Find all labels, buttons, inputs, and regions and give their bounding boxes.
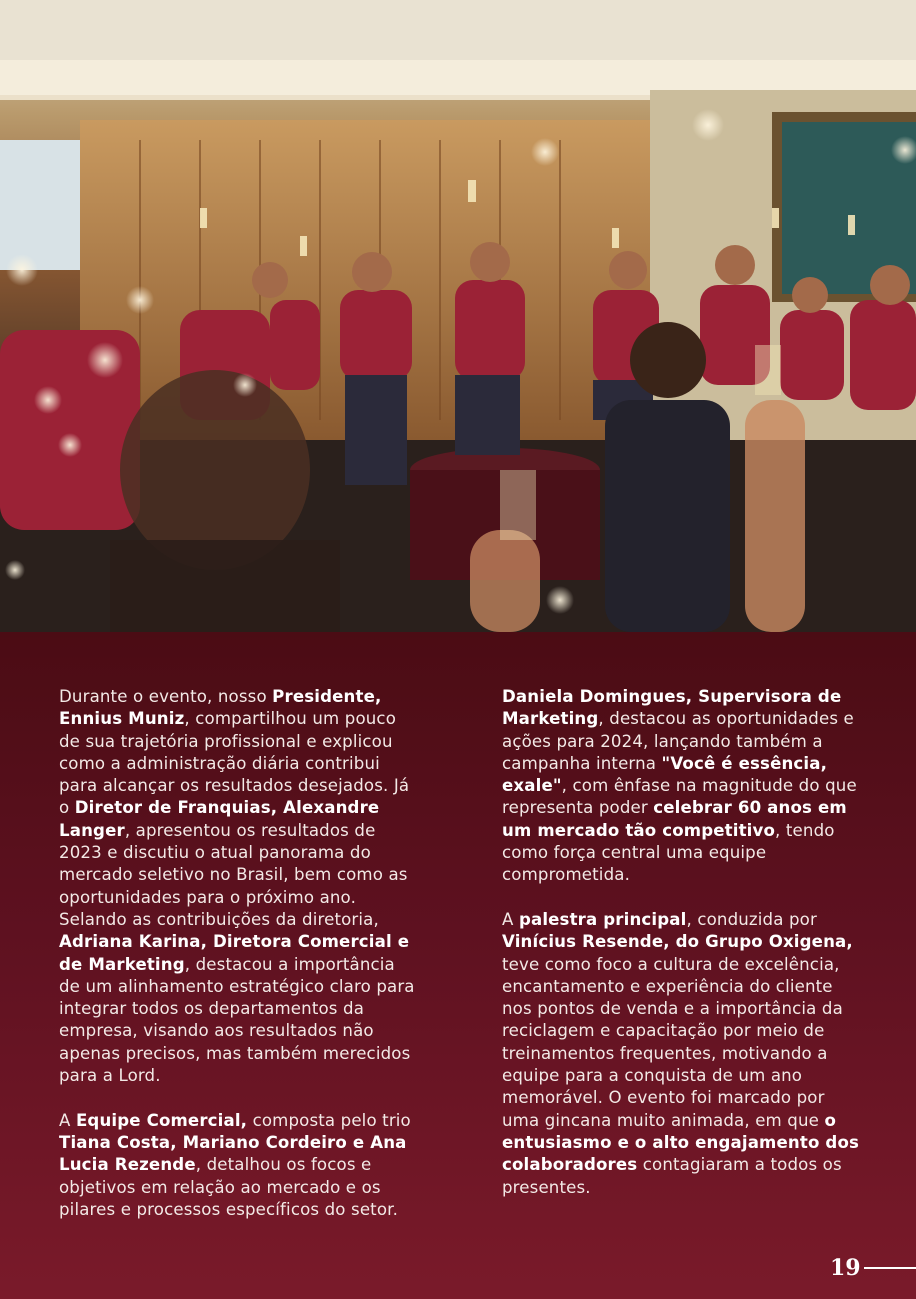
bold-text-run: Diretor de Franquias, Alexandre Langer [59,798,380,840]
bold-text-run: Presidente, Ennius Muniz [59,687,382,729]
left-text-column [59,686,419,1243]
page-number-rule [864,1267,916,1269]
text-run: , apresentou os resultados de 2023 e discutiu o atual panorama do mercado seletivo no Brasil, bem como as oportunidades para o próximo ano. Selando as contribuições da diretoria, [59,820,408,929]
bold-text-run: celebrar 60 anos em um mercado tão competitivo [502,798,847,840]
celebration-illustration [0,0,916,632]
text-run: , compartilhou um pouco de sua trajetória profissional e explicou como a administração diária contribui para alcançar os resultados desejados. Já o [59,709,410,818]
paragraph [502,909,862,1199]
text-run: contagiaram a todos os presentes. [502,1155,842,1197]
text-run: Durante o evento, nosso [59,687,273,706]
page-number: 19 [830,1255,861,1281]
event-photo [0,0,916,632]
text-run: A [59,1110,76,1130]
bold-text-run: Adriana Karina, Diretora Comercial e de Marketing [59,932,410,974]
text-run: , conduzida por [686,909,817,929]
paragraph [59,686,419,1087]
text-run: , com ênfase na magnitude do que representa poder [502,776,857,818]
text-run: A [502,909,519,929]
bold-text-run: Tiana Costa, Mariano Cordeiro e Ana Lucia Rezende [59,1132,407,1175]
bold-text-run: o entusiasmo e o alto engajamento dos colaboradores [502,1110,860,1175]
bold-text-run: Equipe Comercial, [75,1110,248,1130]
text-run: , destacou as oportunidades e ações para 2024, lançando também a campanha interna [502,709,854,773]
text-run: , detalhou os focos e objetivos em relação ao mercado e os pilares e processos específicos do setor. [59,1155,399,1219]
text-run: composta pelo trio [247,1110,411,1130]
text-run: teve como foco a cultura de excelência, encantamento e experiência do cliente nos pontos de venda e a importância da reciclagem e capacitação por meio de treinamentos frequentes, motivando a equipe para a conquista de um ano memorável. O evento foi marcado por uma gincana muito animada, em que [502,954,843,1130]
bold-text-run: palestra principal [518,909,687,929]
paragraph [502,686,862,887]
text-run: , tendo como força central uma equipe comprometida. [502,820,835,885]
paragraph [59,1110,419,1221]
bold-text-run: Vinícius Resende, do Grupo Oxigena, [502,932,853,952]
bold-text-run: Daniela Domingues, Supervisora de Marketing [502,687,842,729]
article-text-panel [0,632,916,1299]
bold-text-run: "Você é essência, exale" [502,753,828,796]
text-run: , destacou a importância de um alinhamento estratégico claro para integrar todos os departamentos da empresa, visando aos resultados não apenas precisos, mas também merecidos para a Lord. [59,954,415,1086]
right-text-column [502,686,862,1221]
